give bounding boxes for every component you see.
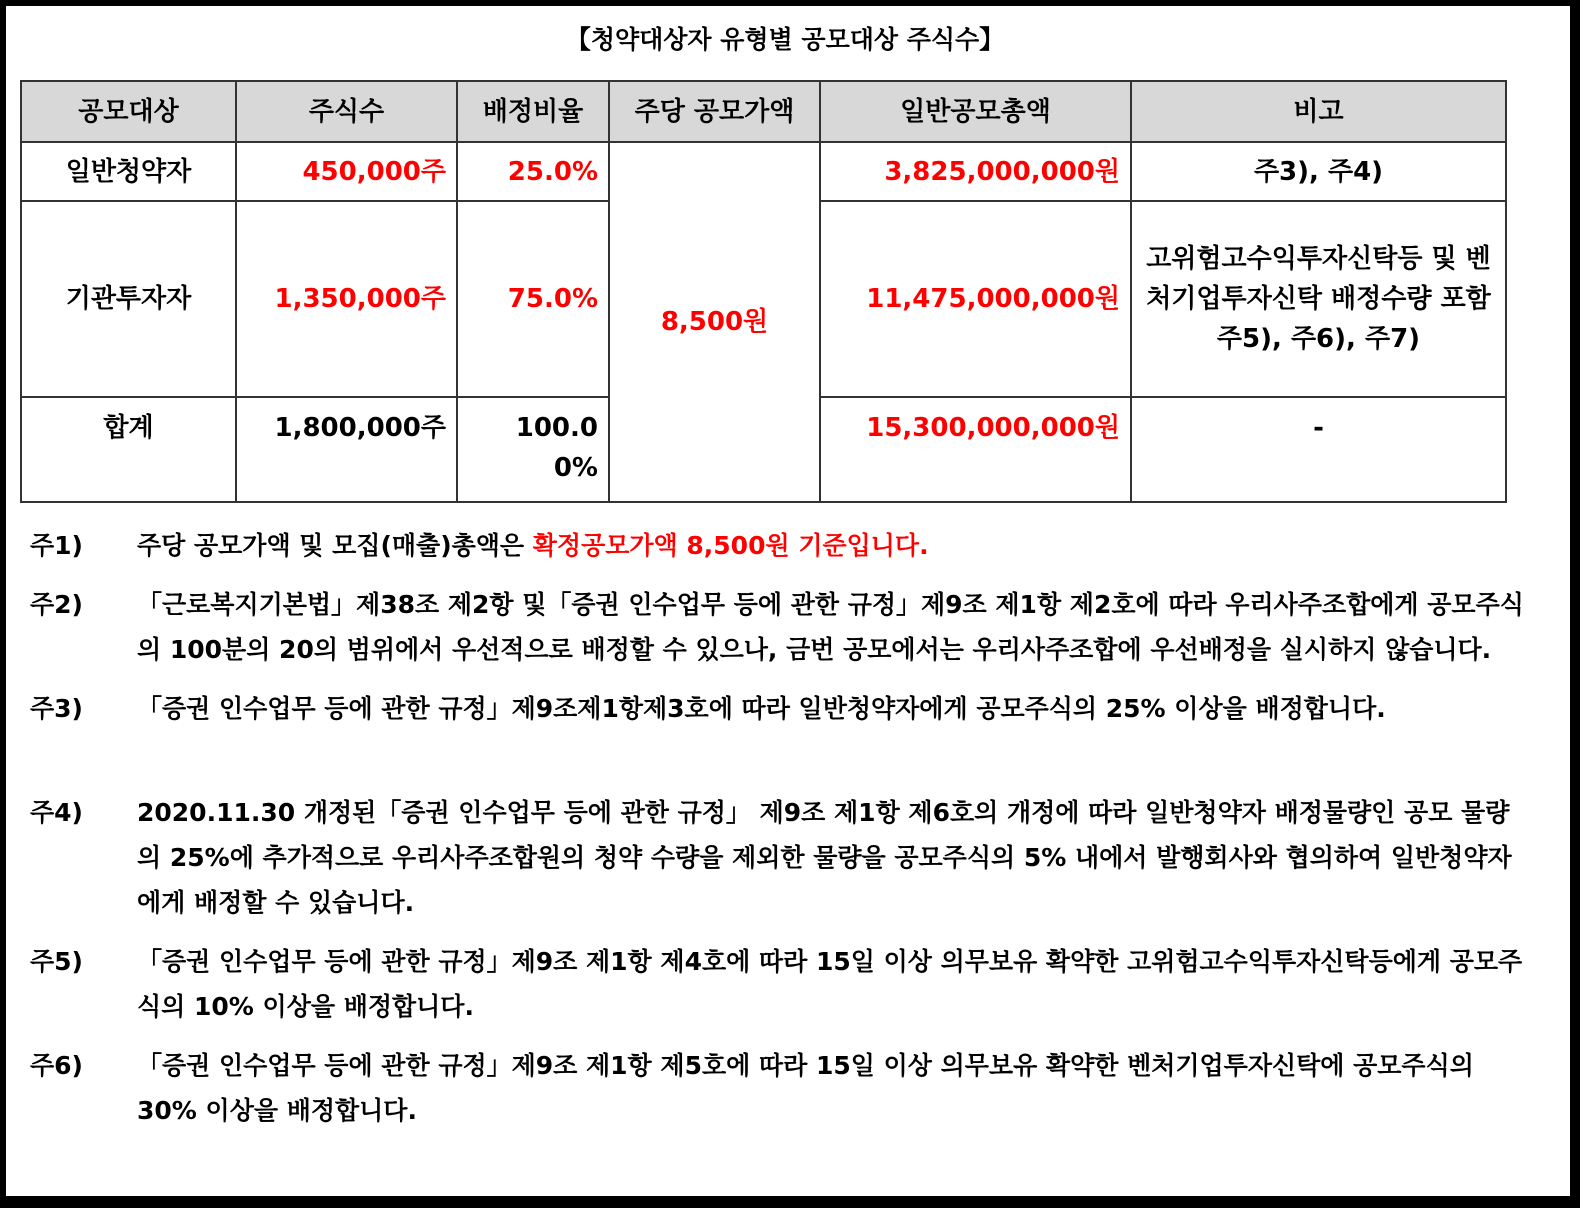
footnote-text: 「증권 인수업무 등에 관한 규정」제9조 제1항 제5호에 따라 15일 이상 의무보유 확약한 벤처기업투자신탁에 공모주식의 30% 이상을 배정합니다. xyxy=(137,1051,1474,1125)
header-ratio: 배정비율 xyxy=(457,81,609,142)
page-title: 【청약대상자 유형별 공모대상 주식수】 xyxy=(565,25,1005,54)
header-remark: 비고 xyxy=(1131,81,1506,142)
cell-target: 기관투자자 xyxy=(21,201,236,397)
footnote xyxy=(30,1043,1530,1133)
cell-ratio: 100.0 0% xyxy=(457,397,609,502)
footnote xyxy=(30,582,1530,672)
cell-remark: 주3), 주4) xyxy=(1131,142,1506,201)
footnote-text xyxy=(137,523,1530,568)
cell-shares: 1,350,000주 xyxy=(236,201,457,397)
footnote xyxy=(30,523,1530,568)
footnote xyxy=(30,939,1530,1029)
footnote-text-plain: 주당 공모가액 및 모집(매출)총액은 xyxy=(137,531,533,560)
cell-total: 3,825,000,000원 xyxy=(820,142,1131,201)
cell-shares: 450,000주 xyxy=(236,142,457,201)
footnote-label: 주5) xyxy=(30,947,83,976)
footnotes xyxy=(30,523,1530,1133)
header-target: 공모대상 xyxy=(21,81,236,142)
footnote-label: 주6) xyxy=(30,1051,83,1080)
cell-ratio: 25.0% xyxy=(457,142,609,201)
cell-target: 합계 xyxy=(21,397,236,502)
cell-remark: 고위험고수익투자신탁등 및 벤처기업투자신탁 배정수량 포함 주5), 주6), 주7) xyxy=(1131,201,1506,397)
cell-target: 일반청약자 xyxy=(21,142,236,201)
cell-shares: 1,800,000주 xyxy=(236,397,457,502)
footnote xyxy=(30,790,1530,925)
header-shares: 주식수 xyxy=(236,81,457,142)
cell-ratio: 75.0% xyxy=(457,201,609,397)
footnote-label: 주2) xyxy=(30,590,83,619)
footnote-label: 주4) xyxy=(30,798,83,827)
footnote-label: 주3) xyxy=(30,694,83,723)
header-price: 주당 공모가액 xyxy=(609,81,820,142)
footnote-text: 「증권 인수업무 등에 관한 규정」제9조제1항제3호에 따라 일반청약자에게 공모주식의 25% 이상을 배정합니다. xyxy=(137,694,1386,723)
cell-total: 11,475,000,000원 xyxy=(820,201,1131,397)
table-header-row xyxy=(21,81,1506,142)
allocation-table xyxy=(20,80,1507,503)
footnote-highlight: 확정공모가액 8,500원 기준입니다. xyxy=(532,531,929,560)
footnote-text: 「근로복지기본법」제38조 제2항 및「증권 인수업무 등에 관한 규정」제9조 제1항 제2호에 따라 우리사주조합에게 공모주식의 100분의 20의 범위에서 우선적으로 배정할 수 있으나, 금번 공모에서는 우리사주조합에 우선배정을 실시하지 않습니다. xyxy=(137,590,1524,664)
cell-total: 15,300,000,000원 xyxy=(820,397,1131,502)
footnote-text: 2020.11.30 개정된「증권 인수업무 등에 관한 규정」 제9조 제1항 제6호의 개정에 따라 일반청약자 배정물량인 공모 물량의 25%에 추가적으로 우리사주조합원의 청약 수량을 제외한 물량을 공모주식의 5% 내에서 발행회사와 협의하여 일반청약자에게 배정할 수 있습니다. xyxy=(137,798,1512,917)
footnote-label: 주1) xyxy=(30,531,83,560)
cell-price: 8,500원 xyxy=(609,142,820,502)
footnote xyxy=(30,686,1530,731)
table-row xyxy=(21,142,1506,201)
footnote-text: 「증권 인수업무 등에 관한 규정」제9조 제1항 제4호에 따라 15일 이상 의무보유 확약한 고위험고수익투자신탁등에게 공모주식의 10% 이상을 배정합니다. xyxy=(137,947,1523,1021)
header-total: 일반공모총액 xyxy=(820,81,1131,142)
cell-remark: - xyxy=(1131,397,1506,502)
